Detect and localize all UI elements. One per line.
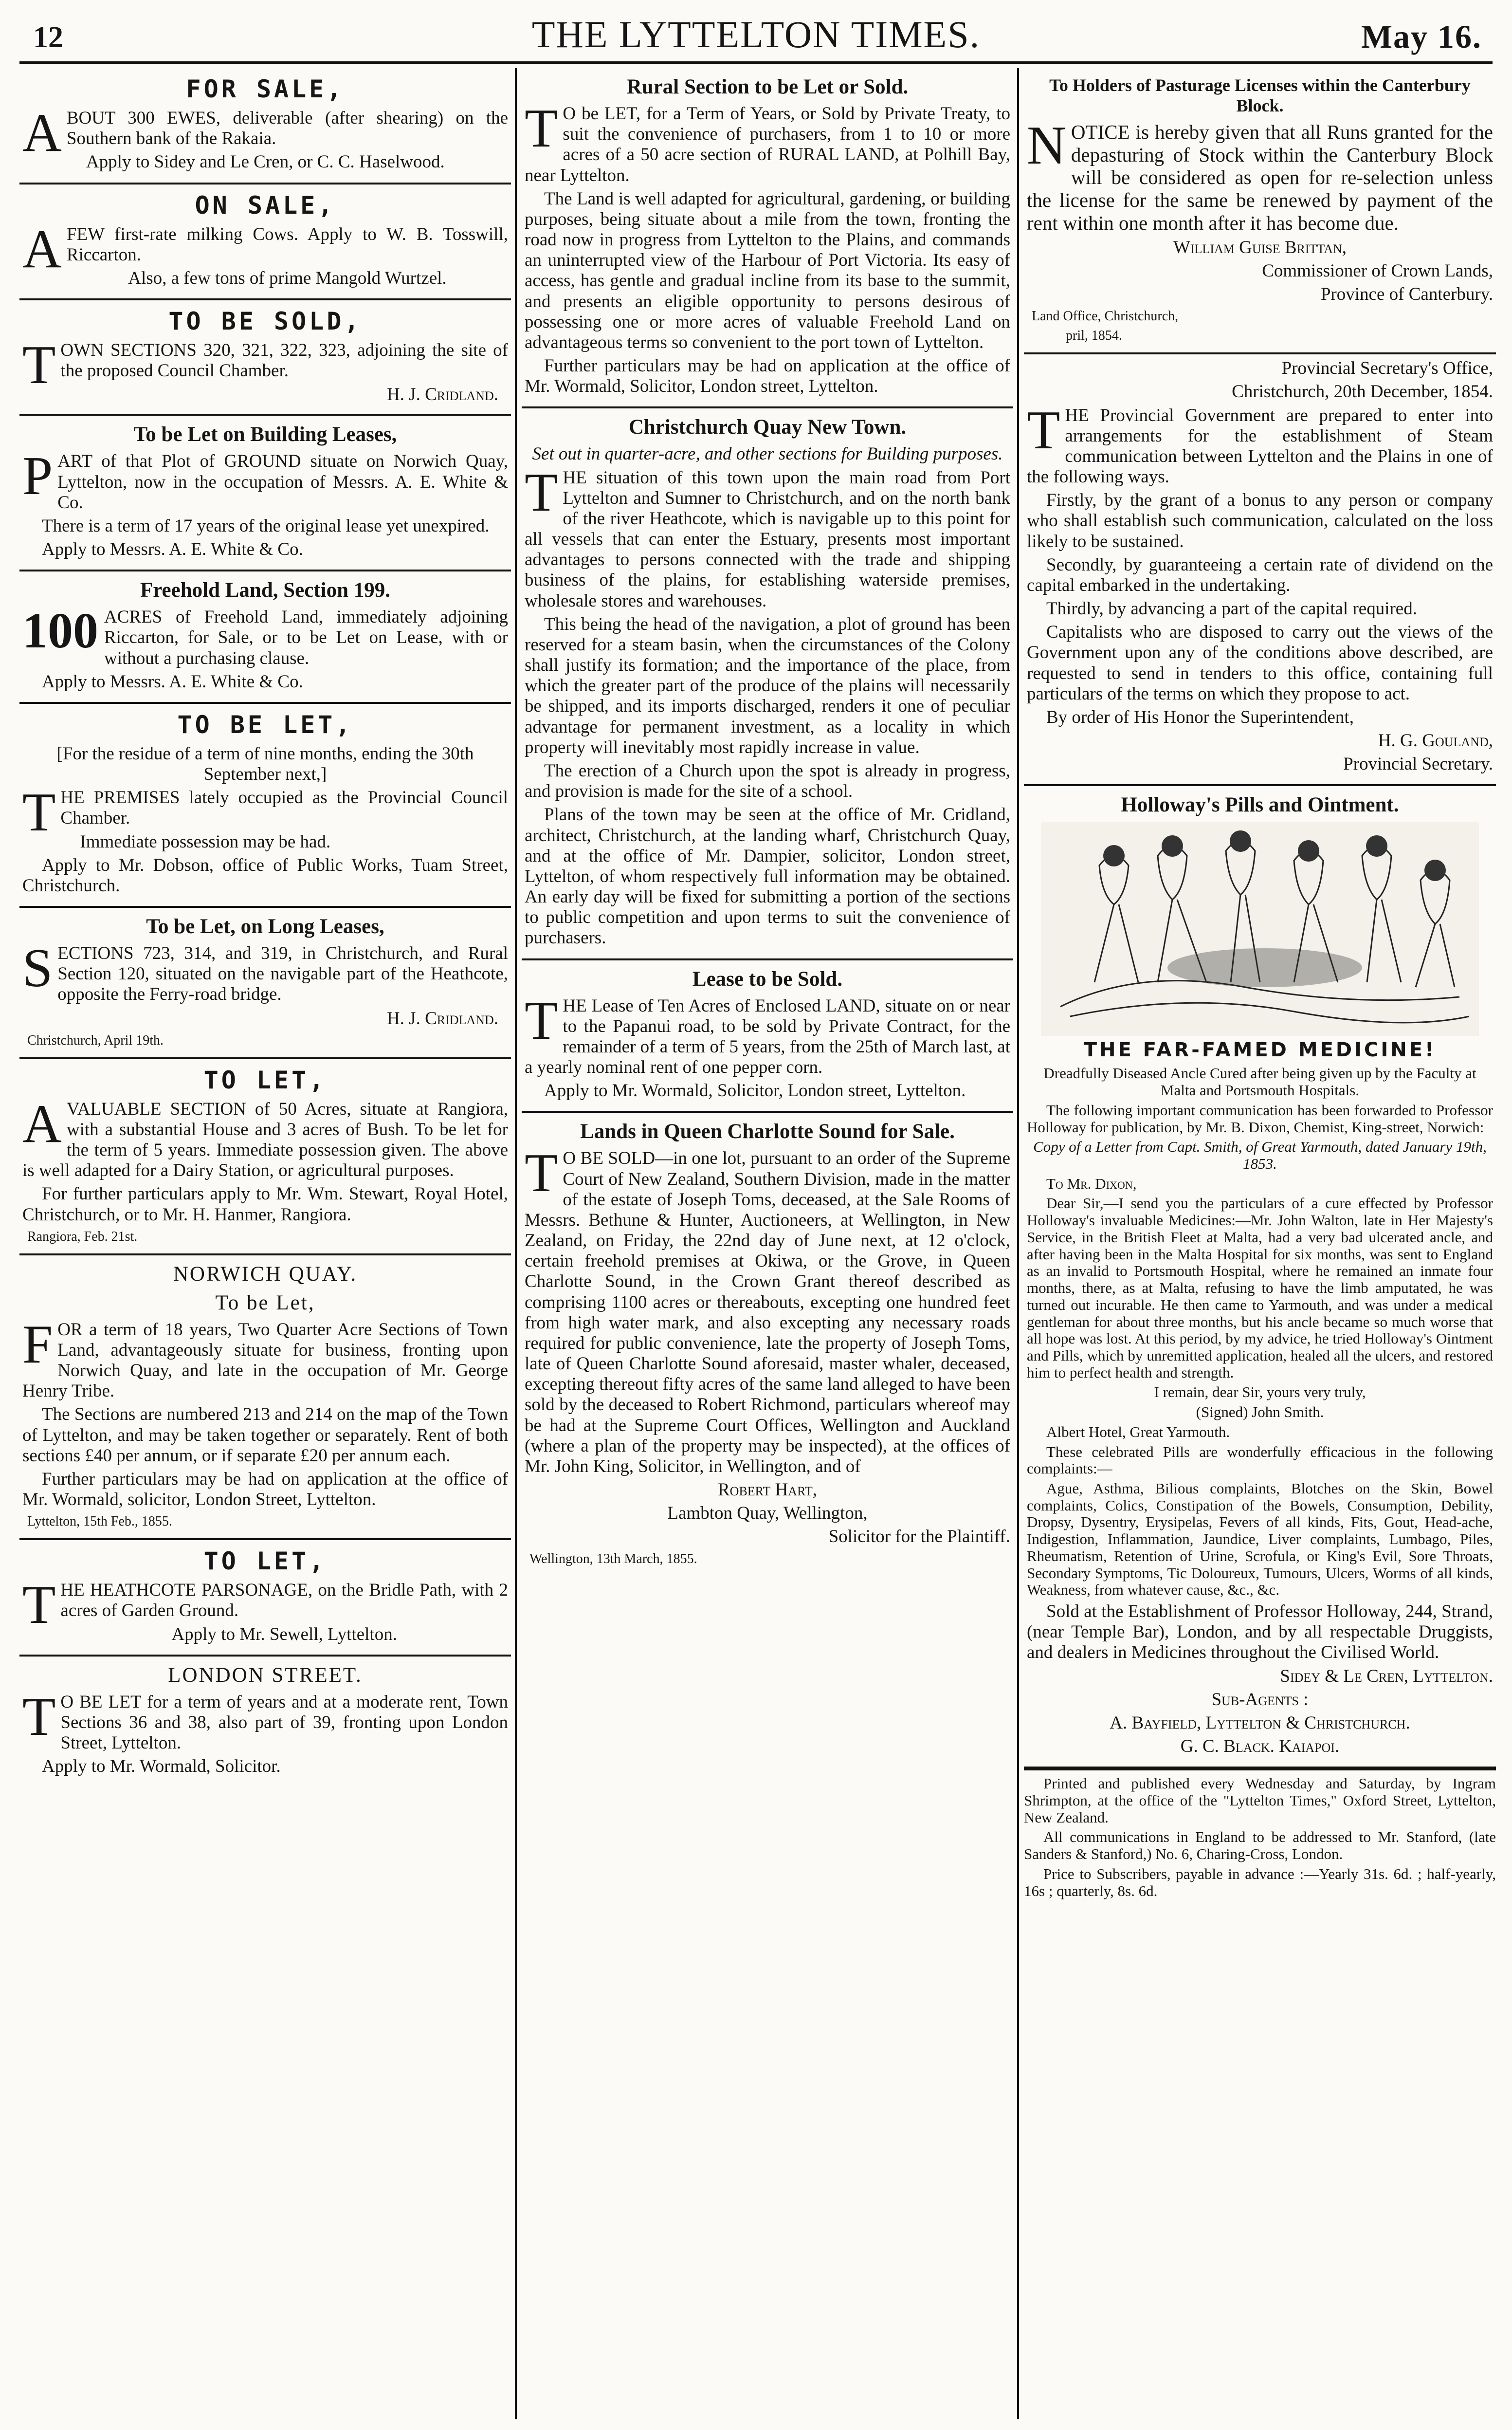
ad-heading: To be Let on Building Leases, <box>133 423 397 446</box>
ad-signature-title: Commissioner of Crown Lands, <box>1262 260 1493 281</box>
ad-subheading: Set out in quarter-acre, and other sections for Building purposes. <box>532 444 1003 464</box>
engraving-illustration <box>1041 822 1479 1036</box>
ad-dateline: Christchurch, April 19th. <box>27 1032 164 1048</box>
ad-premises-to-let <box>19 704 511 908</box>
ad-dateline: Land Office, Christchurch, <box>1032 309 1179 324</box>
ad-body: Capitalists who are disposed to carry out the views of the Government upon any of the conditions above described, are requested to send in tenders to this office, containing full particulars of the terms on which they propose to act. <box>1027 622 1493 704</box>
ad-body: O be LET, for a Term of Years, or Sold by Private Treaty, to suit the convenience of purchasers, from 1 to 10 or more acres of a 50 acre section of RURAL LAND, at Polhill Bay, near Lyttelton. <box>525 104 1010 185</box>
drop-cap: T <box>22 1575 56 1636</box>
ad-body: OR a term of 18 years, Two Quarter Acre Sections of Town Land, advantageously situate for business, fronting upon Norwich Quay, and late in the occupation of Mr. George Henry Tribe. <box>22 1319 508 1401</box>
ad-agent: G. C. Black. Kaiapoi. <box>1180 1736 1340 1757</box>
drop-cap: T <box>22 335 56 396</box>
ad-note: Also, a few tons of prime Mangold Wurtzel. <box>128 268 447 288</box>
ad-heading: TO BE SOLD, <box>168 307 362 336</box>
column-rule <box>515 68 517 2419</box>
ad-body: OTICE is hereby given that all Runs granted for the depasturing of Stock within the Canterbury Block will be considered as open for re-selection unless the license for the same be renewed by payment of the rent within one month after it has become due. <box>1027 121 1493 234</box>
ad-body: Secondly, by guaranteeing a certain rate of dividend on the capital embarked in the undertaking. <box>1027 554 1493 595</box>
ad-heading: TO BE LET, <box>177 710 353 739</box>
issue-date: May 16. <box>1361 18 1482 55</box>
ad-tagline: THE FAR-FAMED MEDICINE! <box>1083 1039 1437 1062</box>
imprint-line: All communications in England to be addressed to Mr. Stanford, (late Sanders & Stanford,) No. 6, Charing-Cross, London. <box>1024 1828 1496 1863</box>
ad-body: OWN SECTIONS 320, 321, 322, 323, adjoining the site of the proposed Council Chamber. <box>60 340 508 381</box>
drop-cap: T <box>525 98 558 159</box>
ad-letter-title: Copy of a Letter from Capt. Smith, of Great Yarmouth, dated January 19th, 1853. <box>1033 1138 1487 1173</box>
ad-body: HE Provincial Government are prepared to enter into arrangements for the establishment of Steam communication between Lyttelton and the Plains in one of the following ways. <box>1027 405 1493 487</box>
drop-cap: A <box>22 219 62 279</box>
ad-heading: LONDON STREET. <box>168 1663 363 1687</box>
ad-complaints-list: Ague, Asthma, Bilious complaints, Blotches on the Skin, Bowel complaints, Colics, Constipation of the Bowels, Consumption, Debility, Dropsy, Dysentry, Erysipelas, Fevers of all kinds, Fits, Gout, Head-ache, Indigestion, Inflammation, Jaundice, Liver complaints, Lumbago, Piles, Rheumatism, Retention of Urine, Scrofula, or King's Evil, Sore Throats, Secondary Symptoms, Tic Doloureux, Tumours, Ulcers, Worms of all kinds, Weakness, from whatever cause, &c., &c. <box>1027 1479 1493 1599</box>
ad-long-leases <box>19 908 511 1059</box>
ad-queen-charlotte-sound <box>522 1113 1013 1575</box>
ad-office: Provincial Secretary's Office, <box>1281 358 1493 379</box>
ad-body: Thirdly, by advancing a part of the capital required. <box>1046 599 1417 619</box>
ad-body: O BE LET for a term of years and at a moderate rent, Town Sections 36 and 38, also part of 39, fronting upon London Street, Lyttelton. <box>60 1692 508 1753</box>
ad-body: Further particulars may be had on application at the office of Mr. Wormald, solicitor, London Street, Lyttelton. <box>22 1469 508 1510</box>
ad-signature: Robert Hart, <box>718 1480 817 1500</box>
ad-body: O BE SOLD—in one lot, pursuant to an order of the Supreme Court of New Zealand, Southern Division, made in the matter of the estate of Joseph Toms, deceased, at the Sale Rooms of Messrs. Bethune & Hunter, Auctioneers, at Wellington, in New Zealand, on Friday, the 22nd day of June next, at 12 o'clock, certain freehold premises at Okiwa, or the Grove, in Queen Charlotte Sound, in the Crown Grant thereof described as comprising 1100 acres or thereabouts, excepting one hundred feet from high water mark, and also excepting any necessary roads required for public convenience, late the property of Joseph Toms, late of Queen Charlotte Sound aforesaid, master whaler, deceased, excepting thereout fifty acres of the same land alleged to have been sold by the deceased to Robert Richmond, particulars whereof may be had at the Supreme Court Offices, Wellington and Auckland (where a plan of the property may be inspected), at the offices of Mr. John King, Solicitor, in Wellington, and of <box>525 1148 1010 1476</box>
ad-signature-address: Lambton Quay, Wellington, <box>667 1503 868 1524</box>
column-2 <box>522 68 1013 2424</box>
ad-pasturage-licenses <box>1024 68 1496 354</box>
ad-building-leases <box>19 416 511 571</box>
page-number: 12 <box>33 21 63 54</box>
ad-body: Further particulars may be had on application at the office of Mr. Wormald, Solicitor, London street, Lyttelton. <box>525 356 1010 397</box>
ad-body: ACRES of Freehold Land, immediately adjoining Riccarton, for Sale, or to be Let on Lease, with or without a purchasing clause. <box>104 607 508 668</box>
ad-heading: Holloway's Pills and Ointment. <box>1121 793 1399 817</box>
ad-signature: H. J. Cridland. <box>386 385 498 405</box>
ad-apply: Apply to Mr. Dobson, office of Public Works, Tuam Street, Christchurch. <box>22 855 508 896</box>
ad-dateline: pril, 1854. <box>1066 328 1122 344</box>
ad-body: Firstly, by the grant of a bonus to any person or company who shall establish such communication, calculated on the loss likely to be sustained. <box>1027 490 1493 552</box>
ad-heading: NORWICH QUAY. <box>173 1262 358 1286</box>
drop-cap: T <box>525 462 558 523</box>
drop-cap: A <box>22 1093 62 1154</box>
ad-body: ECTIONS 723, 314, and 319, in Christchurch, and Rural Section 120, situated on the navigable part of the Heathcote, opposite the Ferry-road bridge. <box>57 943 508 1005</box>
ad-heading: Christchurch Quay New Town. <box>628 416 907 439</box>
ad-cows-on-sale <box>19 184 511 301</box>
ad-heathcote-parsonage <box>19 1540 511 1657</box>
ad-letter-to: To Mr. Dixon, <box>1046 1175 1137 1192</box>
drop-cap: T <box>22 782 56 843</box>
ad-body: The Sections are numbered 213 and 214 on the map of the Town of Lyttelton, and may be taken together or separately. Rent of both sections £40 per annum, or if separate £20 per annum each. <box>22 1404 508 1466</box>
ad-body: Immediate possession may be had. <box>80 831 331 852</box>
imprint <box>1024 1768 1496 1899</box>
ad-body: ART of that Plot of GROUND situate on Norwich Quay, Lyttelton, now in the occupation of Messrs. A. E. White & Co. <box>57 451 508 513</box>
ad-heading: To Holders of Pasturage Licenses within the Canterbury Block. <box>1049 75 1471 115</box>
ad-signature-place: Province of Canterbury. <box>1320 284 1493 305</box>
newspaper-title: THE LYTTELTON TIMES. <box>531 13 981 55</box>
ad-heading: Rural Section to be Let or Sold. <box>626 75 909 98</box>
ad-heading: Lease to be Sold. <box>692 967 843 991</box>
ad-rangiora-section <box>19 1059 511 1255</box>
ad-apply: Apply to Mr. Sewell, Lyttelton. <box>171 1624 397 1644</box>
ad-christchurch-quay <box>522 408 1013 960</box>
ad-heading: ON SALE, <box>195 191 336 220</box>
imprint-line: Price to Subscribers, payable in advance :—Yearly 31s. 6d. ; half-yearly, 16s ; quarterly, 8s. 6d. <box>1024 1865 1496 1899</box>
ad-lease-to-be-sold <box>522 960 1013 1113</box>
ad-apply: Apply to Mr. Wormald, Solicitor, London street, Lyttelton. <box>544 1081 966 1101</box>
drop-cap: S <box>22 938 53 999</box>
drop-cap: P <box>22 446 53 507</box>
ad-signature-title: Solicitor for the Plaintiff. <box>828 1527 1010 1547</box>
ad-body: Plans of the town may be seen at the office of Mr. Cridland, architect, Christchurch, at the landing wharf, Christchurch Quay, and at the office of Mr. Dampier, solicitor, London street, Lyttelton, of whom respectively full information may be obtained. An early day will be fixed for submitting a portion of the sections to public competition and upon terms to suit the convenience of purchasers. <box>525 805 1010 948</box>
drop-cap: T <box>1027 400 1060 460</box>
ad-heading: FOR SALE, <box>186 75 345 103</box>
ad-body: HE HEATHCOTE PARSONAGE, on the Bridle Path, with 2 acres of Garden Ground. <box>60 1580 508 1621</box>
ad-letter-address: Albert Hotel, Great Yarmouth. <box>1046 1423 1230 1440</box>
ad-heading: Freehold Land, Section 199. <box>140 579 391 602</box>
ad-signature: William Guise Brittan, <box>1173 237 1347 258</box>
column-rule <box>1017 68 1019 2419</box>
ad-town-sections <box>19 300 511 416</box>
ad-signature: H. J. Cridland. <box>386 1008 498 1029</box>
ad-body: There is a term of 17 years of the original lease yet unexpired. <box>42 515 490 536</box>
column-1 <box>19 68 511 2424</box>
ad-dateline: Wellington, 13th March, 1855. <box>529 1551 697 1566</box>
ad-norwich-quay <box>19 1255 511 1541</box>
ad-apply: Apply to Messrs. A. E. White & Co. <box>42 539 303 560</box>
ad-ewes-for-sale <box>19 68 511 184</box>
ad-steam-communication <box>1024 354 1496 786</box>
drop-cap: N <box>1027 115 1066 176</box>
ad-subagents-heading: Sub-Agents : <box>1211 1689 1309 1710</box>
drop-cap: F <box>22 1314 53 1375</box>
ad-heading: To be Let, on Long Leases, <box>146 915 384 939</box>
ad-london-street <box>19 1657 511 1787</box>
drop-cap: T <box>525 1143 558 1204</box>
ad-body: FEW first-rate milking Cows. Apply to W. B. Tosswill, Riccarton. <box>66 224 508 265</box>
ad-heading: TO LET, <box>203 1547 327 1576</box>
drop-cap: A <box>22 103 62 163</box>
drop-cap: 100 <box>22 603 98 659</box>
ad-lead: The following important communication has been forwarded to Professor Holloway for publication, by Mr. B. Dixon, Chemist, King-street, Norwich: <box>1027 1101 1493 1136</box>
ad-agent: A. Bayfield, Lyttelton & Christchurch. <box>1110 1712 1410 1733</box>
ad-body: For further particulars apply to Mr. Wm. Stewart, Royal Hotel, Christchurch, or to Mr. H. Hanmer, Rangiora. <box>22 1184 508 1225</box>
drop-cap: T <box>525 990 558 1051</box>
ad-apply: Apply to Mr. Wormald, Solicitor. <box>42 1756 281 1777</box>
ad-signature-title: Provincial Secretary. <box>1343 754 1493 774</box>
ad-dateline: Rangiora, Feb. 21st. <box>27 1229 138 1244</box>
ad-body: HE Lease of Ten Acres of Enclosed LAND, situate on or near to the Papanui road, to be sold by Private Contract, for the remainder of a term of 5 years, from the 25th of March last, at a yearly nominal rent of one pepper corn. <box>525 995 1010 1078</box>
ad-agent: Sidey & Le Cren, Lyttelton. <box>1280 1666 1493 1686</box>
ad-letter-close: I remain, dear Sir, yours very truly, <box>1154 1383 1366 1401</box>
ad-apply: Apply to Messrs. A. E. White & Co. <box>42 671 303 692</box>
ad-subheading: To be Let, <box>215 1291 315 1314</box>
ad-body: By order of His Honor the Superintendent, <box>1046 707 1354 727</box>
ad-office-date: Christchurch, 20th December, 1854. <box>1232 382 1493 402</box>
ad-rural-section <box>522 68 1013 408</box>
imprint-line: Printed and published every Wednesday and Saturday, by Ingram Shrimpton, at the office of the "Lyttelton Times," Oxford Street, Lyttelton, New Zealand. <box>1024 1775 1496 1826</box>
ad-apply: Apply to Sidey and Le Cren, or C. C. Haselwood. <box>86 152 445 172</box>
column-3 <box>1024 68 1496 2424</box>
ad-body: BOUT 300 EWES, deliverable (after shearing) on the Southern bank of the Rakaia. <box>66 108 508 149</box>
ad-body: The erection of a Church upon the spot is already in progress, and provision is made for the site of a school. <box>525 760 1010 802</box>
ad-freehold-land <box>19 571 511 704</box>
drop-cap: T <box>22 1686 56 1747</box>
ad-signature: H. G. Gouland, <box>1378 731 1493 751</box>
ad-holloways-pills <box>1024 786 1496 1768</box>
engraving-illustration-svg <box>1041 822 1479 1036</box>
ad-body: This being the head of the navigation, a plot of ground has been reserved for a steam basin, when the circumstances of the Colony shall justify its formation; and the importance of the place, from which the greater part of the produce of the plains will necessarily be shipped, and its imports discharged, renders it one of peculiar advantage for permanent investment, as a locality in which property will inevitably most rapidly increase in value. <box>525 614 1010 757</box>
ad-subheading: [For the residue of a term of nine months, ending the 30th September next,] <box>56 743 474 785</box>
ad-lead: Dreadfully Diseased Ancle Cured after being given up by the Faculty at Malta and Portsmouth Hospitals. <box>1043 1065 1476 1099</box>
ad-body: HE situation of this town upon the main road from Port Lyttelton and Sumner to Christchurch, and on the north bank of the river Heathcote, which is navigable up to this point for all vessels that can enter the Estuary, presents most important advantages to persons connected with the trade and shipping business of the plains, for establishing waterside premises, wholesale stores and warehouses. <box>525 467 1010 611</box>
ad-letter-body: Dear Sir,—I send you the particulars of a cure effected by Professor Holloway's invaluable Medicines:—Mr. John Walton, late in Her Majesty's Service, in the British Fleet at Malta, had a very bad ulcerated ancle, and after having been in the Malta Hospital for six months, was sent to England as an invalid to Portsmouth Hospital, where he remained an inmate four months, there, as at Malta, refusing to have the limb amputated, he was turned out incurable. He then came to Yarmouth, and was under a medical gentleman for about three months, but his ancle became so much worse that all hope was lost. At this period, by my advice, he tried Holloway's Ointment and Pills, which by unremitted application, healed all the ulcers, and restored him to perfect health and strength. <box>1027 1195 1493 1381</box>
masthead-rule <box>19 61 1493 64</box>
ad-body: VALUABLE SECTION of 50 Acres, situate at Rangiora, with a substantial House and 3 acres of Bush. To be let for the term of 5 years. Immediate possession given. The above is well adapted for a Dairy Station, or agricultural purposes. <box>22 1099 508 1181</box>
ad-heading: TO LET, <box>203 1066 327 1094</box>
ad-heading: Lands in Queen Charlotte Sound for Sale. <box>580 1120 955 1143</box>
ad-body: The Land is well adapted for agricultural, gardening, or building purposes, being situate about a mile from the town, fronting the road now in progress from Lyttelton to the Plains, and commands an uninterrupted view of the Harbour of Port Victoria. Its easy of access, has gentle and gradual incline from its base to the summit, and presents an eligible opportunity to persons desirous of possessing one or more acres of valuable Freehold Land on advantageous terms so convenient to the port town of Lyttelton. <box>525 188 1010 352</box>
masthead <box>19 7 1493 60</box>
ad-body: HE PREMISES lately occupied as the Provincial Council Chamber. <box>60 788 508 828</box>
ad-letter-signed: (Signed) John Smith. <box>1196 1403 1324 1421</box>
ad-list-intro: These celebrated Pills are wonderfully efficacious in the following complaints:— <box>1027 1443 1493 1477</box>
ad-sold-at: Sold at the Establishment of Professor Holloway, 244, Strand, (near Temple Bar), London, and by all respectable Druggists, and dealers in Medicines throughout the Civilised World. <box>1027 1602 1493 1663</box>
ad-dateline: Lyttelton, 15th Feb., 1855. <box>27 1514 172 1529</box>
